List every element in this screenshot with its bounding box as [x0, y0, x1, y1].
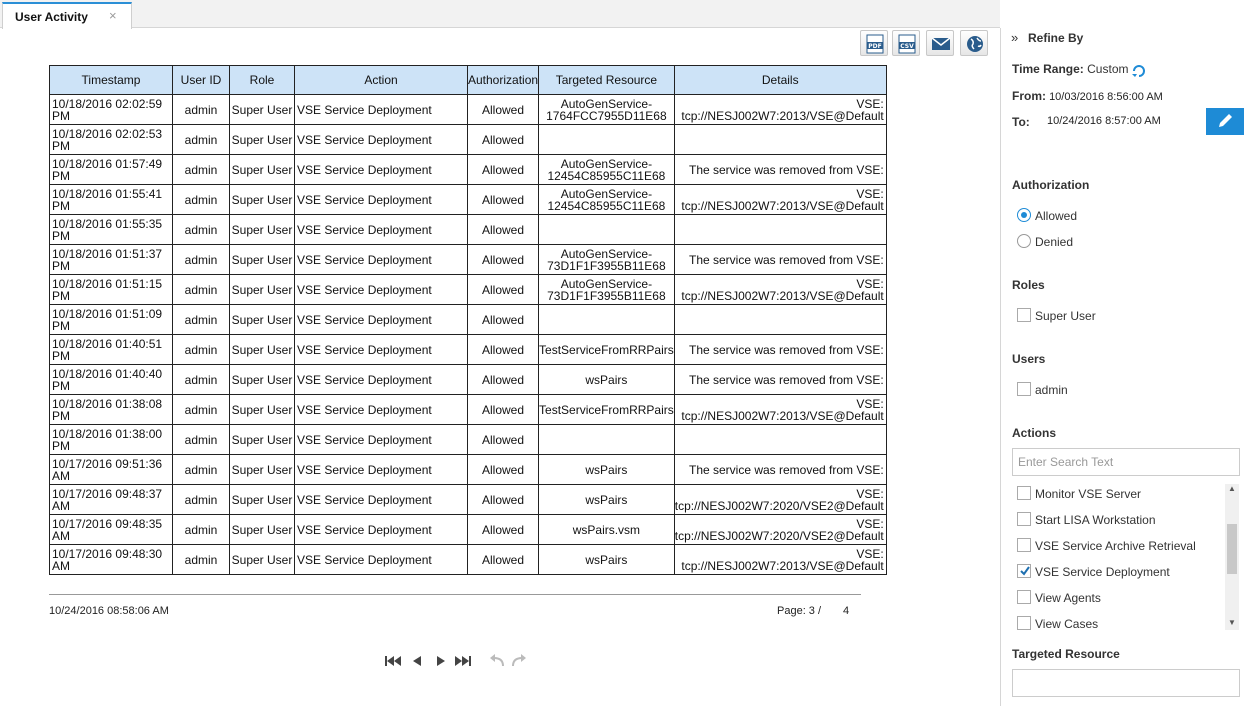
details-line: The service was removed from VSE:: [688, 342, 884, 357]
details-line: VSE:: [856, 396, 884, 411]
table-row[interactable]: [50, 155, 887, 185]
cell-authorization: Allowed: [468, 335, 539, 365]
svg-text:CSV: CSV: [900, 43, 914, 50]
cell-user-id: admin: [173, 515, 230, 545]
cell-authorization: Allowed: [468, 275, 539, 305]
table-row[interactable]: [50, 515, 887, 545]
cell-role: Super User: [230, 395, 295, 425]
details-line: tcp://NESJ002W7:2013/VSE@Default: [681, 558, 884, 573]
checkbox-admin[interactable]: [1017, 382, 1031, 396]
cell-timestamp: 10/18/2016 01:38:00 PM: [50, 425, 173, 455]
details-line: tcp://NESJ002W7:2013/VSE@Default: [681, 408, 884, 423]
details-line: The service was removed from VSE:: [688, 462, 884, 477]
table-row[interactable]: [50, 125, 887, 155]
cell-action: VSE Service Deployment: [295, 95, 468, 125]
cell-action: VSE Service Deployment: [295, 335, 468, 365]
cell-authorization: Allowed: [468, 485, 539, 515]
cell-authorization: Allowed: [468, 455, 539, 485]
time-range-label: Time Range:: [1012, 62, 1084, 76]
table-row[interactable]: [50, 305, 887, 335]
email-button[interactable]: [926, 30, 954, 56]
resource-line: 73D1F1F3955B11E68: [547, 258, 666, 273]
scroll-down-icon[interactable]: ▼: [1228, 618, 1236, 627]
cell-action: VSE Service Deployment: [295, 545, 468, 575]
action-checkbox[interactable]: [1017, 616, 1031, 630]
tab-bar: [0, 0, 1000, 28]
cell-timestamp: 10/18/2016 01:51:37 PM: [50, 245, 173, 275]
cell-authorization: Allowed: [468, 515, 539, 545]
details-line: VSE:: [856, 96, 884, 111]
targeted-resource-title: Targeted Resource: [1012, 647, 1120, 661]
cell-role: Super User: [230, 305, 295, 335]
footer-divider: [49, 594, 861, 595]
details-line: tcp://NESJ002W7:2013/VSE@Default: [681, 108, 884, 123]
cell-timestamp: 10/17/2016 09:48:37 AM: [50, 485, 173, 515]
column-header: Targeted Resource: [539, 66, 675, 95]
action-label: Start LISA Workstation: [1035, 513, 1156, 527]
cell-action: VSE Service Deployment: [295, 275, 468, 305]
resource-line: 12454C85955C11E68: [547, 168, 666, 183]
scroll-thumb[interactable]: [1227, 524, 1237, 574]
table-row[interactable]: [50, 185, 887, 215]
cell-action: VSE Service Deployment: [295, 185, 468, 215]
cell-timestamp: 10/18/2016 01:57:49 PM: [50, 155, 173, 185]
cell-targeted-resource: [539, 305, 675, 335]
cell-user-id: admin: [173, 485, 230, 515]
to-label: To:: [1012, 115, 1030, 129]
column-header: Role: [230, 66, 295, 95]
role-super-user-label: Super User: [1035, 309, 1096, 323]
resource-line: AutoGenService-: [560, 276, 653, 291]
cell-targeted-resource: [539, 245, 675, 275]
cell-action: VSE Service Deployment: [295, 395, 468, 425]
first-page-button[interactable]: [383, 651, 403, 671]
cell-user-id: admin: [173, 395, 230, 425]
resource-line: wsPairs.vsm: [572, 522, 641, 537]
cell-user-id: admin: [173, 95, 230, 125]
table-row[interactable]: [50, 335, 887, 365]
cell-user-id: admin: [173, 155, 230, 185]
export-pdf-button[interactable]: [860, 30, 888, 56]
resource-line: 1764FCC7955D11E68: [546, 108, 667, 123]
details-line: tcp://NESJ002W7:2020/VSE2@Default: [674, 528, 884, 543]
cell-user-id: admin: [173, 245, 230, 275]
table-row[interactable]: [50, 545, 887, 575]
pdf-icon: [865, 34, 885, 54]
table-row[interactable]: [50, 275, 887, 305]
cell-role: Super User: [230, 245, 295, 275]
action-checkbox[interactable]: [1017, 486, 1031, 500]
cell-user-id: admin: [173, 215, 230, 245]
auth-allowed-label: Allowed: [1035, 209, 1078, 223]
column-header: Authorization: [468, 66, 539, 95]
table-row[interactable]: [50, 365, 887, 395]
cell-timestamp: 10/18/2016 01:55:35 PM: [50, 215, 173, 245]
cell-timestamp: 10/17/2016 09:48:30 AM: [50, 545, 173, 575]
tab-user-activity[interactable]: [2, 2, 132, 29]
globe-icon: [965, 34, 985, 54]
action-label: View Agents: [1035, 591, 1101, 605]
actions-list: [1012, 480, 1240, 630]
details-line: tcp://NESJ002W7:2013/VSE@Default: [681, 198, 884, 213]
cell-details: [674, 515, 886, 545]
cell-action: VSE Service Deployment: [295, 155, 468, 185]
from-label: From:: [1012, 89, 1046, 103]
cell-action: VSE Service Deployment: [295, 425, 468, 455]
cell-details: [674, 425, 886, 455]
action-label: VSE Service Archive Retrieval: [1035, 539, 1196, 553]
cell-user-id: admin: [173, 335, 230, 365]
cell-targeted-resource: [539, 155, 675, 185]
from-row: [1012, 89, 1163, 103]
actions-search-input[interactable]: [1012, 448, 1240, 476]
cell-authorization: Allowed: [468, 125, 539, 155]
first-page-icon: [383, 651, 403, 671]
cell-details: [674, 95, 886, 125]
cell-timestamp: 10/18/2016 01:40:40 PM: [50, 365, 173, 395]
cell-details: [674, 125, 886, 155]
checkbox-super-user[interactable]: [1017, 308, 1031, 322]
details-line: VSE:: [856, 516, 884, 531]
actions-scrollbar[interactable]: [1225, 484, 1239, 630]
cell-details: [674, 395, 886, 425]
cell-timestamp: 10/17/2016 09:48:35 AM: [50, 515, 173, 545]
user-admin-label: admin: [1035, 383, 1068, 397]
cell-details: [674, 245, 886, 275]
user-activity-table: [49, 65, 887, 575]
column-header: Action: [295, 66, 468, 95]
cell-role: Super User: [230, 215, 295, 245]
cell-timestamp: 10/18/2016 01:55:41 PM: [50, 185, 173, 215]
cell-details: [674, 335, 886, 365]
refresh-icon[interactable]: [1131, 62, 1147, 78]
details-line: VSE:: [856, 186, 884, 201]
redo-icon: [509, 651, 529, 671]
details-line: VSE:: [856, 276, 884, 291]
resource-line: wsPairs: [585, 462, 628, 477]
previous-page-icon: [407, 651, 427, 671]
column-header: Details: [674, 66, 886, 95]
authorization-title: Authorization: [1012, 178, 1090, 192]
cell-targeted-resource: [539, 515, 675, 545]
edit-time-range-button[interactable]: [1206, 108, 1244, 135]
undo-icon: [487, 651, 507, 671]
last-page-icon: [453, 651, 473, 671]
resource-line: AutoGenService-: [560, 156, 653, 171]
cell-details: [674, 275, 886, 305]
cell-authorization: Allowed: [468, 305, 539, 335]
cell-action: VSE Service Deployment: [295, 245, 468, 275]
close-icon[interactable]: ×: [109, 8, 117, 23]
cell-authorization: Allowed: [468, 545, 539, 575]
column-header: User ID: [173, 66, 230, 95]
table-row[interactable]: [50, 395, 887, 425]
cell-authorization: Allowed: [468, 365, 539, 395]
radio-allowed[interactable]: [1017, 208, 1031, 222]
action-label: View Cases: [1035, 617, 1099, 630]
resource-line: TestServiceFromRRPairs: [539, 342, 674, 357]
cell-action: VSE Service Deployment: [295, 515, 468, 545]
cell-role: Super User: [230, 425, 295, 455]
cell-role: Super User: [230, 545, 295, 575]
resource-line: wsPairs: [585, 372, 628, 387]
cell-authorization: Allowed: [468, 395, 539, 425]
action-checkbox[interactable]: [1017, 538, 1031, 552]
cell-user-id: admin: [173, 185, 230, 215]
resource-line: AutoGenService-: [560, 186, 653, 201]
resource-line: wsPairs: [585, 552, 628, 567]
next-page-icon: [431, 651, 451, 671]
pencil-icon: [1206, 108, 1244, 135]
last-page-button[interactable]: [453, 651, 473, 671]
cell-timestamp: 10/18/2016 01:40:51 PM: [50, 335, 173, 365]
details-line: tcp://NESJ002W7:2020/VSE2@Default: [674, 498, 884, 513]
table-row[interactable]: [50, 425, 887, 455]
cell-user-id: admin: [173, 275, 230, 305]
cell-authorization: Allowed: [468, 425, 539, 455]
cell-authorization: Allowed: [468, 215, 539, 245]
cell-user-id: admin: [173, 305, 230, 335]
cell-role: Super User: [230, 515, 295, 545]
cell-user-id: admin: [173, 425, 230, 455]
cell-role: Super User: [230, 455, 295, 485]
cell-targeted-resource: [539, 95, 675, 125]
action-checkbox[interactable]: [1017, 590, 1031, 604]
cell-targeted-resource: [539, 275, 675, 305]
details-line: tcp://NESJ002W7:2013/VSE@Default: [681, 288, 884, 303]
cell-details: [674, 365, 886, 395]
cell-timestamp: 10/18/2016 01:38:08 PM: [50, 395, 173, 425]
users-title: Users: [1012, 352, 1046, 366]
cell-user-id: admin: [173, 365, 230, 395]
tab-label: User Activity: [15, 10, 88, 24]
cell-targeted-resource: [539, 545, 675, 575]
cell-details: [674, 455, 886, 485]
details-line: The service was removed from VSE:: [688, 372, 884, 387]
cell-action: VSE Service Deployment: [295, 215, 468, 245]
cell-user-id: admin: [173, 125, 230, 155]
cell-user-id: admin: [173, 455, 230, 485]
to-row: [1012, 115, 1161, 129]
cell-targeted-resource: [539, 215, 675, 245]
details-line: The service was removed from VSE:: [688, 162, 884, 177]
time-range-value[interactable]: Custom: [1087, 62, 1129, 76]
cell-details: [674, 185, 886, 215]
table-header-row: [50, 66, 887, 95]
total-pages: 4: [843, 605, 850, 617]
resource-line: wsPairs: [585, 492, 628, 507]
cell-role: Super User: [230, 125, 295, 155]
collapse-chevron-icon[interactable]: »: [1011, 30, 1019, 45]
resource-line: TestServiceFromRRPairs: [539, 402, 674, 417]
scroll-up-icon[interactable]: ▲: [1228, 484, 1236, 493]
previous-page-button[interactable]: [407, 651, 427, 671]
cell-targeted-resource: [539, 455, 675, 485]
panel-title: Refine By: [1028, 31, 1084, 45]
cell-details: [674, 155, 886, 185]
cell-details: [674, 545, 886, 575]
mail-icon: [931, 34, 951, 54]
refine-by-panel: [1000, 28, 1246, 706]
cell-details: [674, 485, 886, 515]
cell-action: VSE Service Deployment: [295, 125, 468, 155]
details-line: VSE:: [856, 546, 884, 561]
action-checkbox[interactable]: [1017, 564, 1031, 578]
resource-line: 12454C85955C11E68: [547, 198, 666, 213]
svg-text:PDF: PDF: [868, 43, 882, 50]
roles-title: Roles: [1012, 278, 1045, 292]
redo-button[interactable]: [509, 651, 529, 671]
resource-line: AutoGenService-: [560, 246, 653, 261]
cell-targeted-resource: [539, 125, 675, 155]
cell-role: Super User: [230, 275, 295, 305]
to-value: 10/24/2016 8:57:00 AM: [1047, 115, 1161, 127]
undo-button[interactable]: [487, 651, 507, 671]
auth-denied-label: Denied: [1035, 235, 1074, 249]
table-row[interactable]: [50, 95, 887, 125]
cell-timestamp: 10/18/2016 02:02:59 PM: [50, 95, 173, 125]
cell-targeted-resource: [539, 395, 675, 425]
column-header: Timestamp: [50, 66, 173, 95]
actions-title: Actions: [1012, 426, 1057, 440]
table-row[interactable]: [50, 455, 887, 485]
cell-timestamp: 10/18/2016 02:02:53 PM: [50, 125, 173, 155]
action-label: VSE Service Deployment: [1035, 565, 1170, 579]
radio-denied[interactable]: [1017, 234, 1031, 248]
checkmark-icon: [1019, 565, 1031, 577]
cell-role: Super User: [230, 365, 295, 395]
table-row[interactable]: [50, 245, 887, 275]
cell-action: VSE Service Deployment: [295, 365, 468, 395]
cell-targeted-resource: [539, 335, 675, 365]
cell-action: VSE Service Deployment: [295, 305, 468, 335]
cell-targeted-resource: [539, 425, 675, 455]
table-row[interactable]: [50, 485, 887, 515]
cell-targeted-resource: [539, 365, 675, 395]
report-generated-time: 10/24/2016 08:58:06 AM: [49, 605, 169, 617]
cell-targeted-resource: [539, 485, 675, 515]
cell-timestamp: 10/18/2016 01:51:09 PM: [50, 305, 173, 335]
resource-line: AutoGenService-: [560, 96, 653, 111]
cell-user-id: admin: [173, 545, 230, 575]
cell-role: Super User: [230, 95, 295, 125]
csv-icon: [897, 34, 917, 54]
time-range-row: [1012, 62, 1128, 76]
cell-authorization: Allowed: [468, 245, 539, 275]
page-indicator: Page: 3 /: [777, 605, 822, 617]
resource-line: 73D1F1F3955B11E68: [547, 288, 666, 303]
cell-timestamp: 10/17/2016 09:51:36 AM: [50, 455, 173, 485]
cell-role: Super User: [230, 185, 295, 215]
next-page-button[interactable]: [431, 651, 451, 671]
table-row[interactable]: [50, 215, 887, 245]
details-line: VSE:: [856, 486, 884, 501]
cell-action: VSE Service Deployment: [295, 485, 468, 515]
cell-role: Super User: [230, 155, 295, 185]
cell-action: VSE Service Deployment: [295, 455, 468, 485]
cell-authorization: Allowed: [468, 155, 539, 185]
cell-role: Super User: [230, 485, 295, 515]
export-csv-button[interactable]: [892, 30, 920, 56]
from-value: 10/03/2016 8:56:00 AM: [1049, 91, 1163, 103]
cell-authorization: Allowed: [468, 95, 539, 125]
globe-button[interactable]: [960, 30, 988, 56]
cell-details: [674, 215, 886, 245]
cell-details: [674, 305, 886, 335]
cell-authorization: Allowed: [468, 185, 539, 215]
cell-timestamp: 10/18/2016 01:51:15 PM: [50, 275, 173, 305]
targeted-resource-input[interactable]: [1012, 669, 1240, 697]
cell-targeted-resource: [539, 185, 675, 215]
details-line: The service was removed from VSE:: [688, 252, 884, 267]
action-checkbox[interactable]: [1017, 512, 1031, 526]
action-label: Monitor VSE Server: [1035, 487, 1142, 501]
cell-role: Super User: [230, 335, 295, 365]
